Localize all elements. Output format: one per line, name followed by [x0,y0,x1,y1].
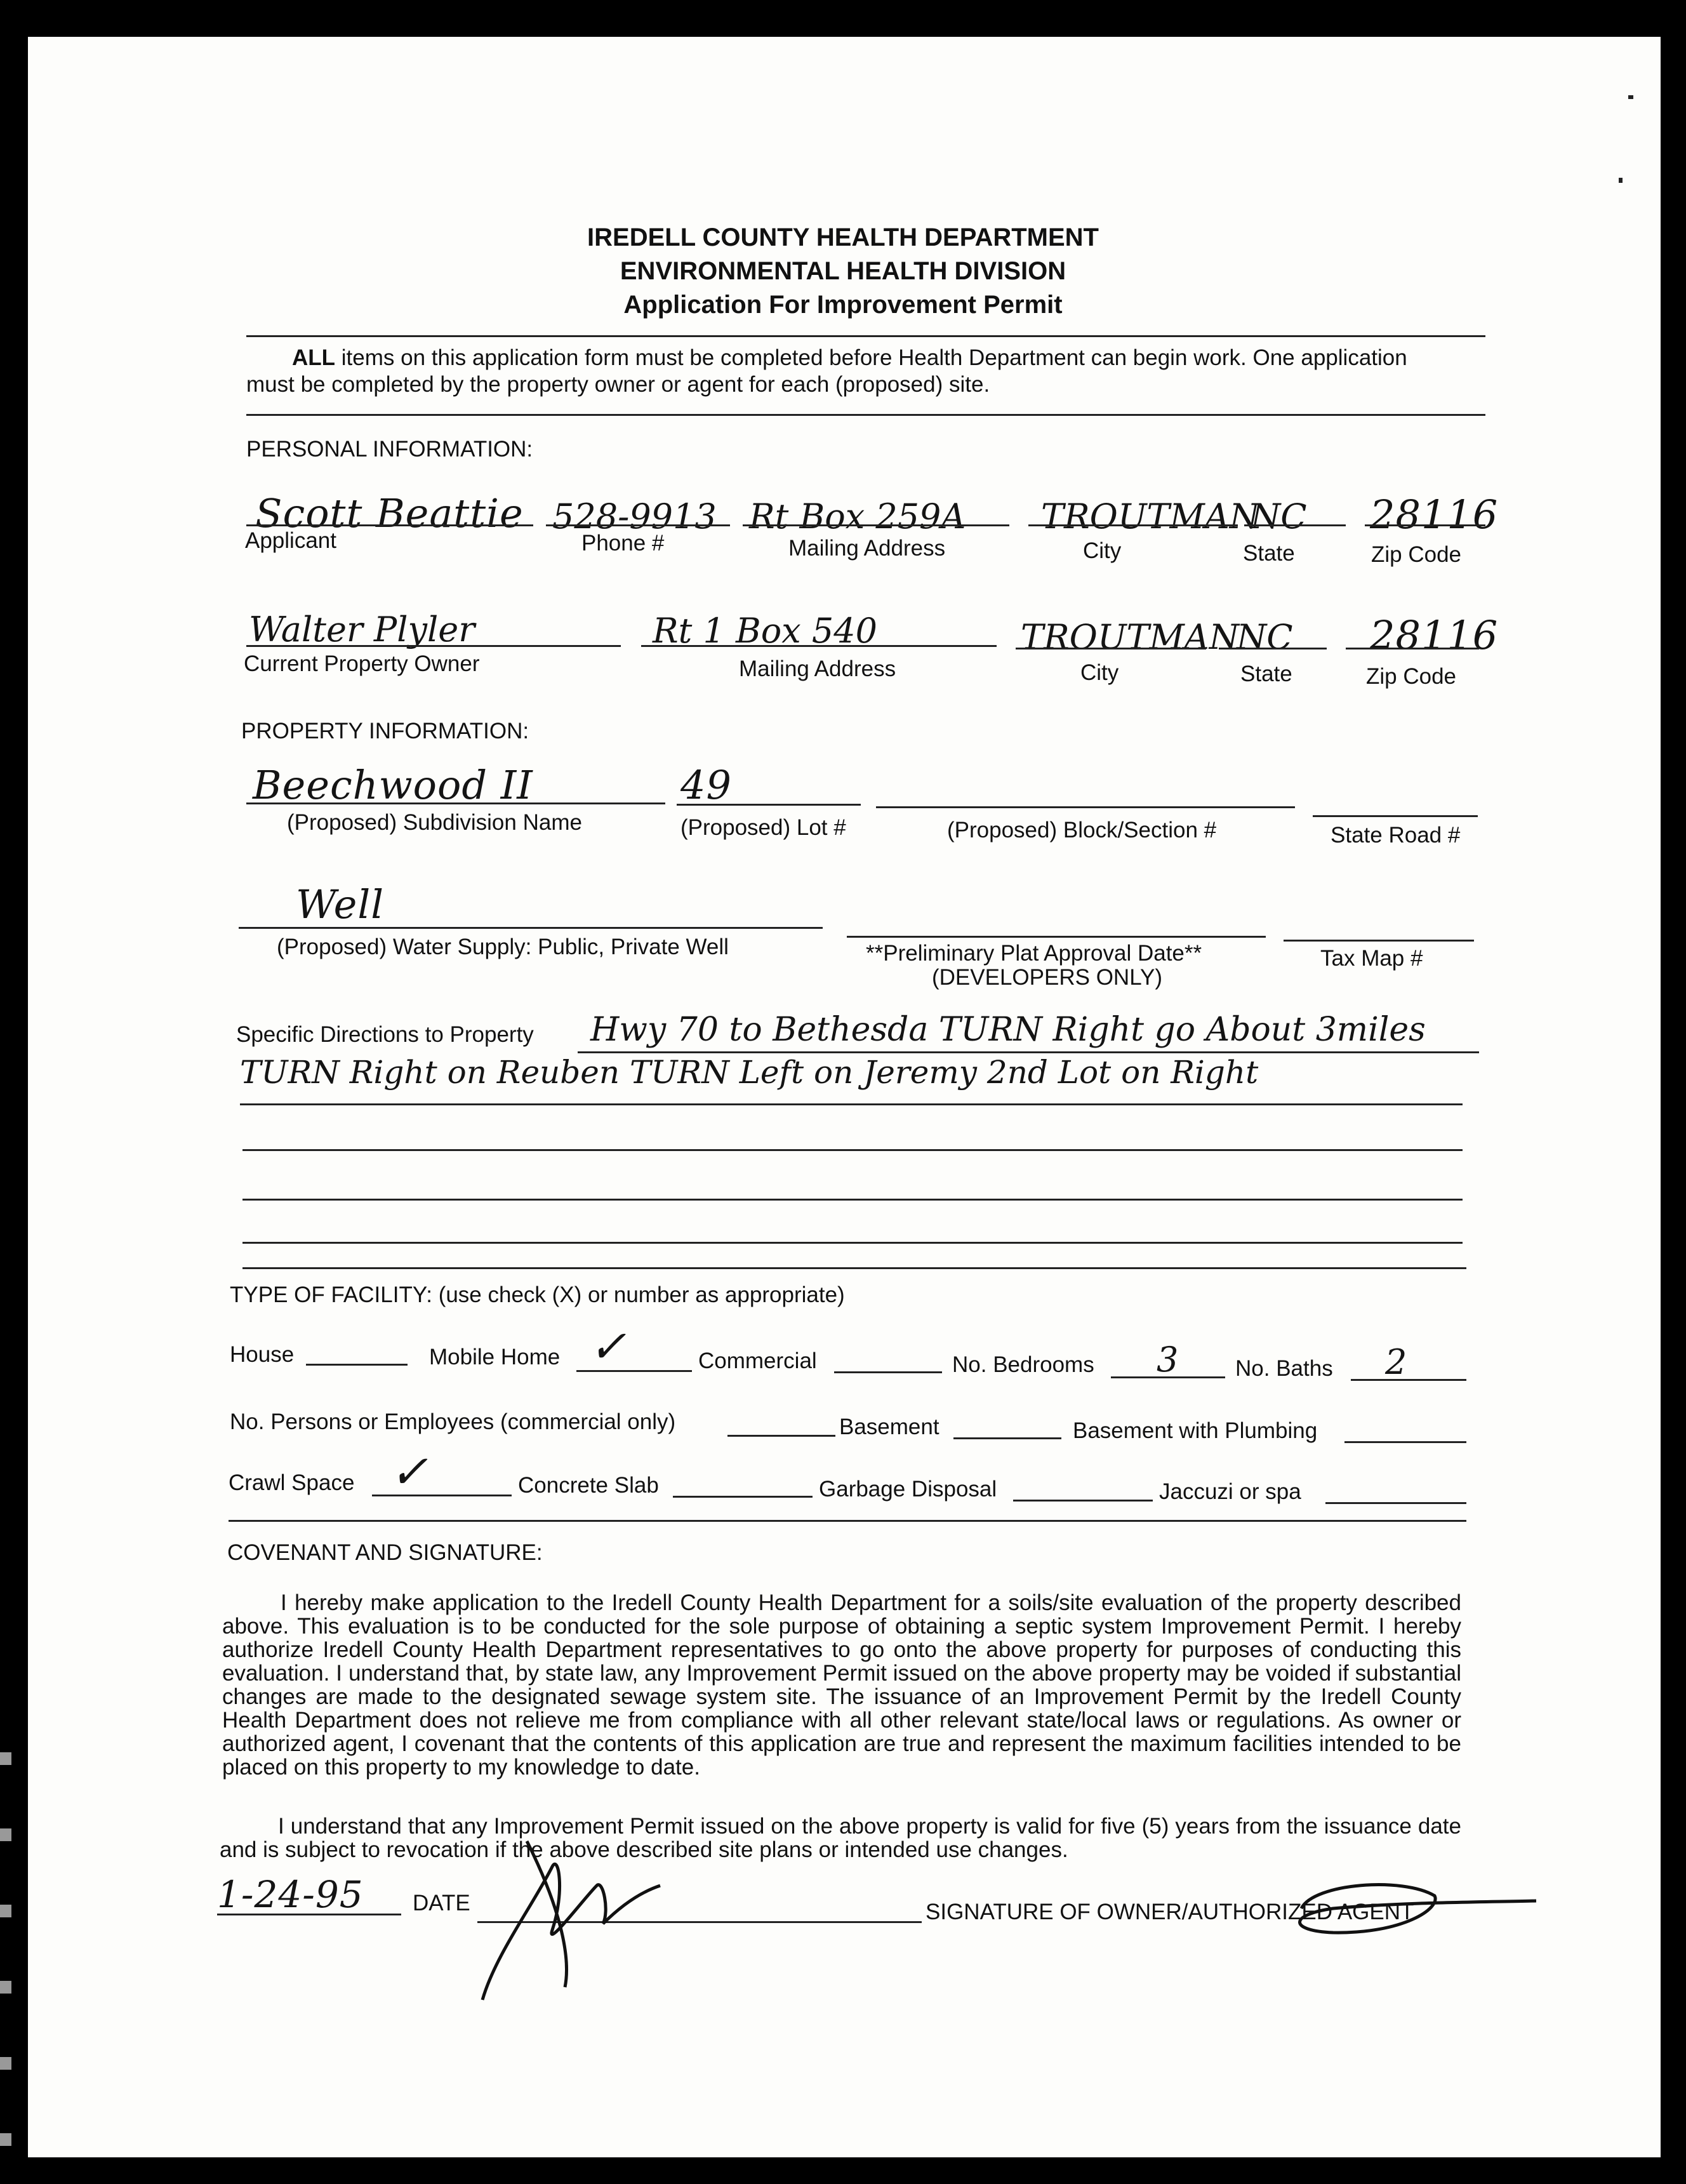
property-section-title: PROPERTY INFORMATION: [241,719,529,743]
plat-label: **Preliminary Plat Approval Date** [866,941,1202,966]
lot-label: (Proposed) Lot # [680,815,846,840]
owner-state-label: State [1240,662,1292,686]
applicant-zip-line [1365,524,1485,526]
owner-mailing-label: Mailing Address [739,656,896,681]
commercial-label: Commercial [698,1348,817,1373]
personal-section-title: PERSONAL INFORMATION: [246,437,533,462]
crawl-line [372,1495,512,1496]
date-value[interactable]: 1-24-95 [217,1873,364,1916]
edge-mark [1619,178,1623,183]
garbage-line [1013,1500,1153,1502]
phone-label: Phone # [581,531,665,556]
water-label: (Proposed) Water Supply: Public, Private Well [277,935,729,959]
basement-plumbing-line [1344,1441,1466,1443]
bedrooms-line [1111,1376,1225,1378]
facility-section-title: TYPE OF FACILITY: (use check (X) or number as appropriate) [230,1282,845,1307]
slab-label: Concrete Slab [518,1473,659,1498]
road-label: State Road # [1331,823,1461,848]
directions-rule-4 [242,1199,1463,1201]
applicant-phone-value[interactable]: 528-9913 [552,496,717,536]
covenant-paragraph-2: I understand that any Improvement Permit issued on the above property is valid for five (5) years from the issuance date and is subject to revocation if the above described site plans or intended use changes. [220,1814,1461,1862]
subdivision-line [246,802,665,804]
city-label: City [1083,538,1122,563]
crawl-label: Crawl Space [229,1470,355,1495]
date-line [217,1914,401,1915]
house-line [306,1364,408,1366]
block-line [876,806,1295,808]
slab-line [673,1496,813,1498]
intro-bold: ALL [292,345,336,370]
owner-city-value[interactable]: TROUTMAN [1021,617,1240,657]
mobile-label: Mobile Home [429,1345,561,1369]
edge-mark [0,1714,11,2159]
water-value[interactable]: Well [296,881,385,928]
directions-rule-6 [242,1267,1466,1269]
owner-name-value[interactable]: Walter Plyler [249,609,475,649]
basement-label: Basement [839,1415,939,1439]
baths-label: No. Baths [1235,1356,1333,1381]
applicant-name-line [246,524,533,526]
jacuzzi-label: Jaccuzi or spa [1159,1479,1301,1504]
mobile-checkmark[interactable]: ✓ [589,1321,627,1373]
applicant-label: Applicant [245,528,336,553]
applicant-address-line [743,524,1009,526]
applicant-city-value[interactable]: TROUTMAN [1041,496,1260,536]
rule [246,335,1485,337]
owner-zip-line [1346,648,1479,649]
lot-line [677,804,861,806]
applicant-address-value[interactable]: Rt Box 259A [749,496,966,536]
water-line [239,927,823,929]
road-line [1313,815,1478,817]
rule [246,414,1485,416]
owner-label: Current Property Owner [244,651,480,676]
owner-state-line [1219,648,1327,649]
applicant-state-value[interactable]: NC [1251,496,1307,536]
owner-zip-label: Zip Code [1366,664,1457,689]
owner-city-label: City [1080,660,1119,685]
baths-value[interactable]: 2 [1385,1342,1407,1382]
applicant-zip-value[interactable]: 28116 [1370,491,1499,538]
owner-name-line [246,645,621,647]
applicant-name-value[interactable]: Scott Beattie [255,490,524,536]
garbage-label: Garbage Disposal [819,1477,997,1502]
applicant-state-line [1244,524,1346,526]
subdivision-value[interactable]: Beechwood II [253,762,533,808]
intro-line-2: must be completed by the property owner or agent for each (proposed) site. [246,372,990,397]
jacuzzi-line [1325,1502,1466,1504]
taxmap-label: Tax Map # [1320,946,1423,971]
commercial-line [834,1371,942,1373]
plat-line [847,936,1266,938]
subdivision-label: (Proposed) Subdivision Name [287,810,582,835]
directions-rule-3 [242,1149,1463,1151]
plat-note: (DEVELOPERS ONLY) [932,965,1163,990]
zip-label: Zip Code [1371,542,1462,567]
owner-city-line [1016,648,1206,649]
applicant-city-line [1028,524,1238,526]
owner-state-value[interactable]: NC [1237,617,1293,657]
directions-label: Specific Directions to Property [236,1022,534,1047]
directions-line-2[interactable]: TURN Right on Reuben TURN Left on Jeremy 2nd Lot on Right [240,1054,1259,1091]
crawl-checkmark[interactable]: ✓ [390,1445,429,1498]
agent-scribble [1276,1870,1543,1940]
intro-line-1 [292,345,1407,371]
directions-line-1[interactable]: Hwy 70 to Bethesda TURN Right go About 3miles [590,1011,1426,1049]
owner-address-value[interactable]: Rt 1 Box 540 [653,611,877,651]
baths-line [1351,1379,1466,1381]
edge-mark [1628,95,1633,99]
signature-scribble [457,1828,711,2006]
directions-rule-5 [242,1242,1463,1244]
basement-plumbing-label: Basement with Plumbing [1073,1418,1318,1443]
directions-rule-2 [240,1103,1463,1105]
header-line-1: IREDELL COUNTY HEALTH DEPARTMENT [587,223,1099,251]
owner-address-line [641,645,997,647]
intro-text: items on this application form must be completed before Health Department can begin work. One application [335,345,1407,370]
persons-line [727,1435,835,1437]
header-line-2: ENVIRONMENTAL HEALTH DIVISION [620,257,1066,285]
header-line-3: Application For Improvement Permit [623,291,1063,319]
mailing-label: Mailing Address [788,536,946,561]
signature-label: SIGNATURE OF OWNER/AUTHORIZED AGENT [926,1900,1414,1924]
covenant-section-title: COVENANT AND SIGNATURE: [227,1540,543,1565]
owner-zip-value[interactable]: 28116 [1370,612,1499,658]
block-label: (Proposed) Block/Section # [947,818,1217,842]
rule [229,1520,1466,1522]
applicant-phone-line [546,524,730,526]
lot-value[interactable]: 49 [680,762,732,808]
persons-label: No. Persons or Employees (commercial only) [230,1409,676,1434]
basement-line [953,1437,1061,1439]
house-label: House [230,1342,295,1367]
bedrooms-label: No. Bedrooms [952,1352,1094,1377]
covenant-paragraph-1: I hereby make application to the Iredell County Health Department for a soils/site evaluation of the property described above. This evaluation is to be conducted for the sole purpose of obtaining a septic system Improvement Permit. I hereby authorize Iredell County Health Department representatives to go onto the above property for purposes of conducting this evaluation. I understand that, by state law, any Improvement Permit issued on the above property may be voided if substantial changes are made to the designated sewage system site. The issuance of an Improvement Permit by the Iredell County Health Department does not relieve me from compliance with all other relevant state/local laws or regulations. As owner or authorized agent, I covenant that the contents of this application are true and represent the maximum facilities intended to be placed on this property to my knowledge to date. [222,1590,1461,1780]
taxmap-line [1284,940,1474,942]
bedrooms-value[interactable]: 3 [1157,1340,1179,1380]
mobile-line [576,1370,692,1372]
state-label: State [1243,541,1295,566]
directions-rule-1 [578,1051,1479,1053]
date-label: DATE [413,1891,470,1915]
